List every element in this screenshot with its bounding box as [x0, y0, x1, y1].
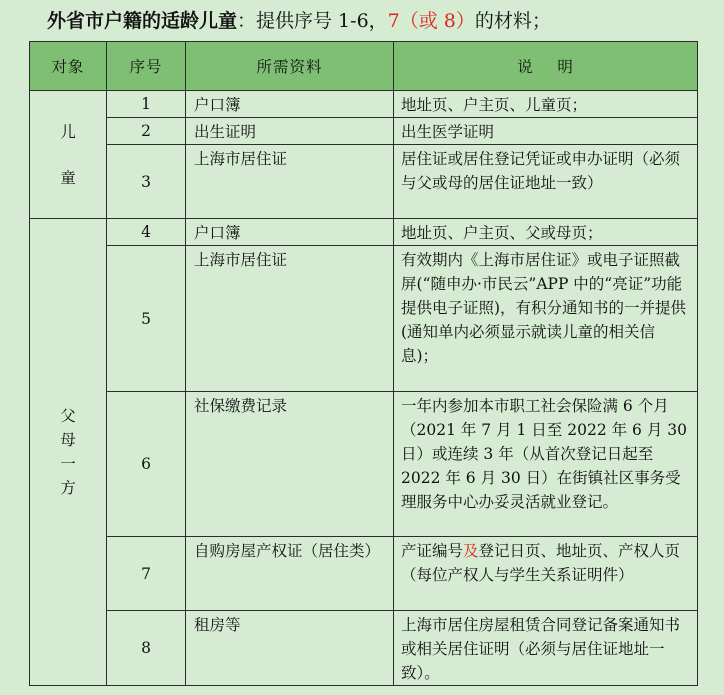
table-row: [30, 392, 698, 537]
row-number: 8: [107, 611, 186, 686]
row-number: 7: [107, 537, 186, 611]
group-child-label: 儿童: [60, 122, 76, 187]
row-material: 上海市居住证: [186, 246, 394, 392]
table-row: [30, 246, 698, 392]
row-number: 3: [107, 145, 186, 219]
row-material: 出生证明: [186, 118, 394, 145]
row-description-post: 登记日页、地址页、产权人页（每位产权人与学生关系证明件）: [401, 542, 681, 584]
row-description: 一年内参加本市职工社会保险满 6 个月（2021 年 7 月 1 日至 2022 年 6 月 30 日）或连续 3 年（从首次登记日起至 2022 年 6 月 30 日）在街镇社区事务受理服务中心办妥灵活就业登记。: [394, 392, 698, 537]
row-number: 6: [107, 392, 186, 537]
row-material: 上海市居住证: [186, 145, 394, 219]
table-row: [30, 91, 698, 118]
materials-table: [29, 41, 698, 686]
title-end: 的材料；: [474, 10, 551, 32]
row-material: 社保缴费记录: [186, 392, 394, 537]
table-row: [30, 537, 698, 611]
group-parent-cell: [30, 219, 107, 686]
row-description: 出生医学证明: [394, 118, 698, 145]
page-title: [47, 6, 551, 36]
table-row: [30, 145, 698, 219]
row-number: 5: [107, 246, 186, 392]
title-middle: ：提供序号 1-6，: [237, 10, 388, 32]
row-description: 居住证或居住登记凭证或申办证明（必须与父或母的居住证地址一致）: [394, 145, 698, 219]
row-material: 户口簿: [186, 219, 394, 246]
row-description: [394, 537, 698, 611]
row-description: 有效期内《上海市居住证》或电子证照截屏(“随申办·市民云”APP 中的“亮证”功能提供电子证照)，有积分通知书的一并提供(通知单内必须显示就读儿童的相关信息)；: [394, 246, 698, 392]
row-material: 租房等: [186, 611, 394, 686]
row-description-pre: 产证编号: [401, 542, 464, 560]
table-header-row: [30, 42, 698, 91]
table-row: [30, 611, 698, 686]
row-material: 户口簿: [186, 91, 394, 118]
header-object: 对象: [30, 42, 107, 91]
row-description: 地址页、户主页、父或母页；: [394, 219, 698, 246]
row-description: 上海市居住房屋租赁合同登记备案通知书或相关居住证明（必须与居住证地址一致）。: [394, 611, 698, 686]
row-description: 地址页、户主页、儿童页；: [394, 91, 698, 118]
row-number: 2: [107, 118, 186, 145]
row-description-highlight: 及: [463, 542, 479, 560]
title-bold: 外省市户籍的适龄儿童: [47, 10, 238, 32]
header-material: 所需资料: [186, 42, 394, 91]
row-number: 1: [107, 91, 186, 118]
title-highlight: 7（或 8）: [387, 10, 475, 32]
row-number: 4: [107, 219, 186, 246]
table-row: [30, 219, 698, 246]
group-child-cell: [30, 91, 107, 219]
group-parent-label: 父母一方: [60, 407, 76, 497]
header-number: 序号: [107, 42, 186, 91]
row-material: 自购房屋产权证（居住类）: [186, 537, 394, 611]
table-row: [30, 118, 698, 145]
header-description: 说 明: [394, 42, 698, 91]
